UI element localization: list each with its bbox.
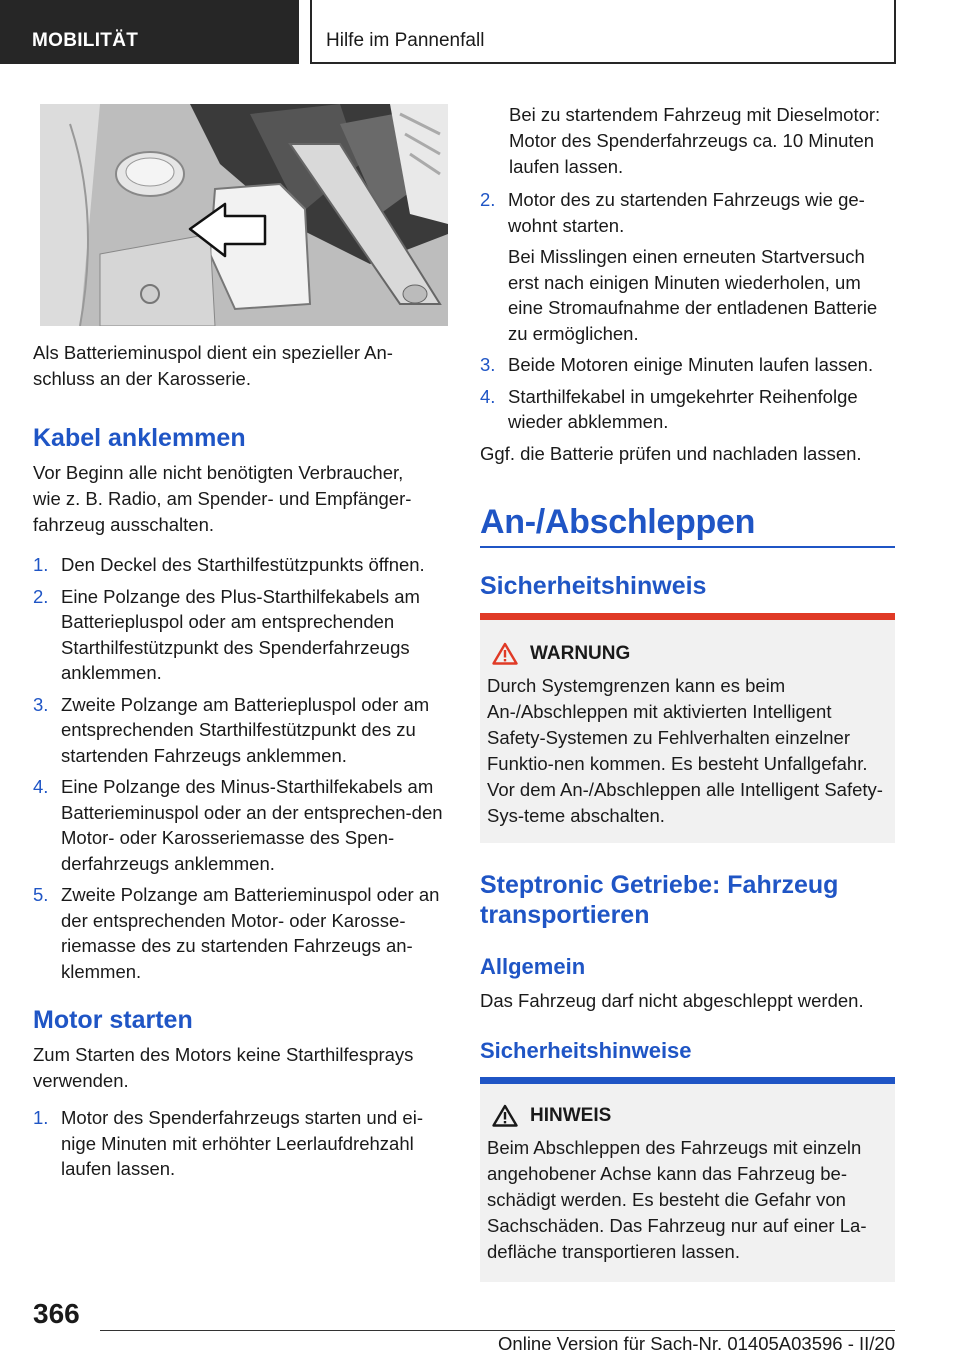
engine-bay-illustration <box>40 104 448 326</box>
battery-check-note: Ggf. die Batterie prüfen und nachladen lassen. <box>480 443 862 464</box>
heading-underline <box>480 546 895 548</box>
heading-start-engine: Motor starten <box>33 1006 193 1034</box>
diesel-continuation: Bei zu startendem Fahrzeug mit Dieselmotor: Motor des Spenderfahrzeugs ca. 10 Minuten laufen lassen. <box>509 104 881 177</box>
page-number: 366 <box>33 1298 80 1329</box>
warning-text: Durch Systemgrenzen kann es beim An-/Abschleppen mit aktivierten Intelligent Safety-Systemen zu Fehlverhalten einzelner Funktio-nen kommen. Es besteht Unfallgefahr. Vor dem An-/Abschleppen alle Intelligent Safety-Sys-teme abschalten. <box>487 675 883 826</box>
connect-steps-list <box>33 552 448 990</box>
warning-triangle-icon <box>492 1104 518 1127</box>
header-chapter-label: Hilfe im Pannenfall <box>326 30 485 51</box>
list-item: 2. Motor des zu startenden Fahrzeugs wie ge-wohnt starten. Bei Misslingen einen erneuten Startversuch erst nach einigen Minuten wiederholen, um eine Stromaufnahme der entladenen Batterie zu ermöglichen. <box>480 189 878 344</box>
header-chapter-tab <box>310 0 896 64</box>
footer-online-version: Online Version für Sach-Nr. 01405A03596 - II/20 <box>498 1333 895 1354</box>
notice-text: Beim Abschleppen des Fahrzeugs mit einzeln angehobener Achse kann das Fahrzeug be-schädigt werden. Es besteht die Gefahr von Sachschäden. Das Fahrzeug nur auf einer La-defläche transportieren lassen. <box>487 1137 867 1262</box>
list-item: 2. Eine Polzange des Plus-Starthilfekabels am Batteriepluspol oder am entsprechenden Starthilfestützpunkt des Spenderfahrzeugs anklemmen. <box>33 585 420 683</box>
notice-box: HINWEIS Beim Abschleppen des Fahrzeugs mit einzeln angehobener Achse kann das Fahrzeug be-schädigt werden. Es besteht die Gefahr von Sachschäden. Das Fahrzeug nur auf einer La-defläche transportieren lassen. <box>480 1077 895 1282</box>
heading-connect-cables: Kabel anklemmen <box>33 424 246 452</box>
heading-safety-note: Sicherheitshinweis <box>480 572 707 600</box>
list-item: 1. Motor des Spenderfahrzeugs starten und ei-nige Minuten mit erhöhter Leerlaufdrehzahl laufen lassen. <box>33 1107 423 1179</box>
warning-triangle-icon <box>492 642 518 665</box>
header-section-label: MOBILITÄT <box>32 30 139 51</box>
start-steps-list <box>33 1105 448 1188</box>
heading-steptronic-transport: Steptronic Getriebe: Fahrzeug transportieren <box>480 871 839 929</box>
figure-caption: Als Batterieminuspol dient ein spezieller An- schluss an der Karosserie. <box>33 342 393 389</box>
list-item: 3. Zweite Polzange am Batteriepluspol oder am entsprechenden Starthilfestützpunkt des zu startenden Fahrzeugs anklemmen. <box>33 693 430 766</box>
start-steps-continued <box>480 187 896 441</box>
heading-safety-notes: Sicherheitshinweise <box>480 1038 692 1063</box>
list-item: 5. Zweite Polzange am Batterieminuspol oder an der entsprechenden Motor- oder Karosse-riemasse des zu startenden Fahrzeugs an-klemmen. <box>33 884 440 982</box>
header-section-tab <box>0 0 299 64</box>
list-item: 4. Starthilfekabel in umgekehrter Reihenfolge wieder abklemmen. <box>480 385 858 432</box>
list-item: 3. Beide Motoren einige Minuten laufen lassen. <box>480 354 874 375</box>
heading-towing: An-/Abschleppen <box>480 503 756 541</box>
start-intro: Zum Starten des Motors keine Starthilfesprays verwenden. <box>33 1044 414 1091</box>
list-item: 1. Den Deckel des Starthilfestützpunkts öffnen. <box>33 554 425 575</box>
notice-bar <box>480 1077 895 1084</box>
warning-box: WARNUNG Durch Systemgrenzen kann es beim An-/Abschleppen mit aktivierten Intelligent Safety-Systemen zu Fehlverhalten einzelner Funktio-nen kommen. Es besteht Unfallgefahr. Vor dem An-/Abschleppen alle Intelligent Safety-Sys-teme abschalten. <box>480 613 895 843</box>
general-text: Das Fahrzeug darf nicht abgeschleppt werden. <box>480 990 864 1011</box>
connect-intro: Vor Beginn alle nicht benötigten Verbraucher, wie z. B. Radio, am Spender- und Empfänger-fahrzeug ausschalten. <box>33 462 412 535</box>
warning-bar <box>480 613 895 620</box>
footer-rule <box>100 1330 895 1331</box>
heading-general: Allgemein <box>480 954 586 979</box>
list-item: 4. Eine Polzange des Minus-Starthilfekabels am Batterieminuspol oder an der entsprechen-den Motor- oder Karosseriemasse des Spen-derfahrzeugs anklemmen. <box>33 776 443 874</box>
